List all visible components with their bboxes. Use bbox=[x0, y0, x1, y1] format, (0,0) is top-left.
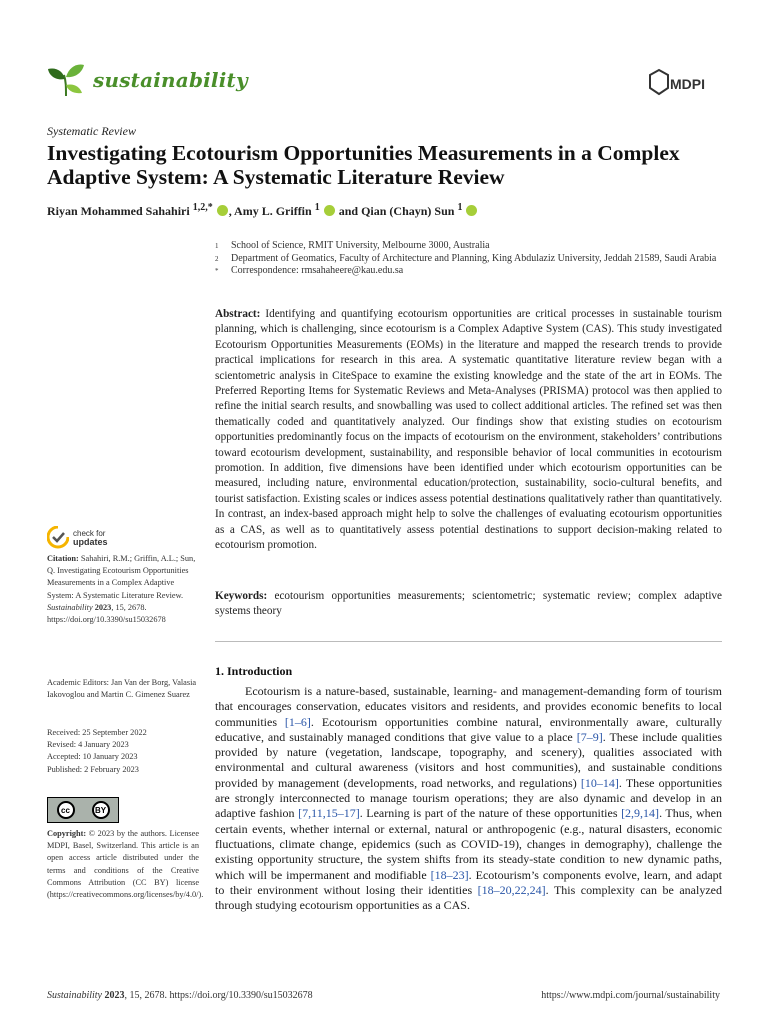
citation-block: Citation: Sahahiri, R.M.; Griffin, A.L.; Sun, Q. Investigating Ecotourism Opportunities Measurements in a Complex Adaptive System: A Systematic Literature Review. Sustainability 2023, 15, 2678. https://doi.org/10.3390/su15032678 bbox=[47, 554, 196, 625]
footer-citation: Sustainability 2023, 15, 2678. https://doi.org/10.3390/su15032678 bbox=[47, 990, 313, 1001]
section-heading: 1. Introduction bbox=[215, 664, 293, 678]
article-type: Systematic Review bbox=[47, 124, 136, 138]
footer-doi[interactable]: , 15, 2678. https://doi.org/10.3390/su15032678 bbox=[124, 990, 313, 1001]
article-title: Investigating Ecotourism Opportunities Measurements in a Complex Adaptive System: A Systematic Literature Review bbox=[47, 141, 680, 189]
abstract-label: Abstract: bbox=[215, 308, 261, 320]
journal-name: sustainability bbox=[93, 68, 248, 92]
cc-icon: cc bbox=[57, 801, 75, 819]
author-name[interactable]: Amy L. Griffin bbox=[234, 204, 312, 218]
introduction-paragraph bbox=[215, 684, 722, 913]
keywords-text: ecotourism opportunities measurements; scientometric; systematic review; complex adaptive systems theory bbox=[215, 590, 722, 618]
citation-link[interactable]: [1–6] bbox=[284, 714, 311, 729]
author-marks: 1 bbox=[314, 202, 320, 213]
intro-text: . Ecotourism’s components evolve, learn, and adapt to their environment without losing their identities bbox=[215, 867, 722, 897]
citation-link[interactable]: [2,9,14] bbox=[621, 806, 660, 821]
copyright-block: Copyright: © 2023 by the authors. Licensee MDPI, Basel, Switzerland. This article is an open access article distributed under the terms and conditions of the Creative Commons Attribution (CC BY) license (https://creativecommons.org/licenses/by/4.0/). bbox=[47, 829, 204, 900]
mdpi-text: MDPI bbox=[670, 76, 705, 92]
mdpi-logo bbox=[648, 68, 720, 98]
intro-text: . Ecotourism opportunities combine natural, environmentally aware, culturally educative, and sustainably managed conditions that give value to a place bbox=[215, 714, 722, 744]
author-marks: 1,2,* bbox=[192, 202, 213, 213]
affiliation-row: 2 Department of Geomatics, Faculty of Architecture and Planning, King Abdulaziz University, Jeddah 21589, Saudi Arabia bbox=[215, 252, 717, 264]
intro-text: Ecotourism is a nature-based, sustainable, learning- and management-demanding form of tourism that encourages conservation, educates visitors and residents, and provides economic benefits to local communities bbox=[215, 684, 722, 729]
by-icon: BY bbox=[92, 801, 110, 819]
intro-text: . This complexity can be analyzed through studying ecotourism opportunities as a CAS. bbox=[215, 882, 722, 913]
footer-journal-url[interactable]: https://www.mdpi.com/journal/sustainability bbox=[541, 990, 720, 1001]
orcid-icon[interactable] bbox=[466, 205, 477, 216]
intro-text: . These opportunities are strongly interconnected to manage tourism operations; they are also dynamic and develop in an adaptive fashion bbox=[215, 775, 723, 821]
intro-text: . Learning is part of the nature of these opportunities bbox=[359, 806, 622, 821]
intro-text: . Thus, when certain events, whether internal or external, natural or anthropogenic (e.g., natural disasters, economic fluctuations, climate change, epidemics (such as COVID-19), changes in demography), challenge the existing opportunity structure, the system shifts from its steady-state condition to new dynamic paths, which will be impermanent and modifiable bbox=[215, 806, 722, 882]
divider bbox=[215, 641, 722, 642]
check-updates-icon bbox=[47, 526, 69, 550]
journal-header bbox=[47, 62, 248, 98]
mdpi-shield-icon bbox=[648, 68, 670, 96]
cc-by-badge[interactable] bbox=[47, 797, 119, 823]
affiliation-row: 1 School of Science, RMIT University, Melbourne 3000, Australia bbox=[215, 240, 490, 251]
affiliation-row: * Correspondence: rmsahaheere@kau.edu.sa bbox=[215, 265, 404, 276]
author-list: Riyan Mohammed Sahahiri $^{1,2,*}$ , Amy L. Griffin $^1$ and Qian (Chayn) Sun $^1$ bbox=[47, 202, 478, 219]
citation-link[interactable]: [10–14] bbox=[580, 775, 619, 790]
orcid-icon[interactable] bbox=[324, 205, 335, 216]
author-name[interactable]: Qian (Chayn) Sun bbox=[361, 204, 455, 218]
publication-dates: Received: 25 September 2022 Revised: 4 January 2023 Accepted: 10 January 2023 Published: 2 February 2023 bbox=[47, 728, 147, 774]
correspondence[interactable]: Correspondence: rmsahaheere@kau.edu.sa bbox=[231, 265, 404, 276]
citation-link[interactable]: [18–20,22,24] bbox=[477, 882, 546, 897]
abstract-text: Identifying and quantifying ecotourism opportunities are critical processes in sustainable tourism planning, which is challenging, since ecotourism is a Complex Adaptive System (CAS). This study investigated Ecotourism Opportunities Measurements (EOMs) in the literature and mapped the research trends to provide practical implications for research in this area. A systematic quantitative literature review began with a scientometric analysis in CiteSpace to examine the existing knowledge and the state of the art in EOMs. The Preferred Reporting Items for Systematic Reviews and Meta-Analyses (PRISMA) protocol was then applied to refine the initial search results, and snowballing was used to collect additional articles. The refined set was then thematically coded and quantitatively analyzed. Our findings show that existing studies on ecotourism opportunities predominantly focus on the impacts of ecotourism on the environment, stakeholders’ contributions toward ecotourism development, sustainability, and responsible behavior of local communities in ecotourism promotion. In addition, five dimensions have been identified under which ecotourism opportunities can be measured, including nature, environmental education/protection, sustainability, socio-cultural benefits, and tourist satisfaction. Existing scales or indices assess potential destinations qualitatively rather than quantitatively. In contrast, an index-based approach might help to solve the challenges of evaluating ecotourism opportunities as a CAS, as well as to quantitatively assess potential destinations to support decision-making related to ecotourism promotion. bbox=[215, 308, 723, 552]
check-for-updates[interactable]: check for updates bbox=[47, 526, 108, 550]
sprout-logo-icon bbox=[47, 63, 85, 97]
citation-link[interactable]: [7–9] bbox=[576, 729, 603, 744]
author-name[interactable]: Riyan Mohammed Sahahiri bbox=[47, 204, 190, 218]
citation-doi[interactable]: , 15, 2678. https://doi.org/10.3390/su15032678 bbox=[47, 602, 166, 625]
affiliations bbox=[215, 240, 735, 278]
keywords-label: Keywords: bbox=[215, 590, 268, 602]
author-marks: 1 bbox=[457, 202, 463, 213]
citation-link[interactable]: [18–23] bbox=[430, 867, 469, 882]
keywords bbox=[215, 589, 722, 620]
academic-editors: Academic Editors: Jan Van der Borg, Valasia Iakovoglou and Martin C. Gimenez Suarez bbox=[47, 678, 197, 700]
intro-text: . These include qualities provided by nature (vegetation, landscape, topography, and scenery), qualities associated with environmental and cultural awareness (visitors and host communities), and sustainable conditions provided by management (developments, road networks, and regulations) bbox=[215, 729, 722, 790]
abstract bbox=[215, 307, 722, 554]
citation-link[interactable]: [7,11,15–17] bbox=[298, 806, 360, 821]
orcid-icon[interactable] bbox=[217, 205, 228, 216]
